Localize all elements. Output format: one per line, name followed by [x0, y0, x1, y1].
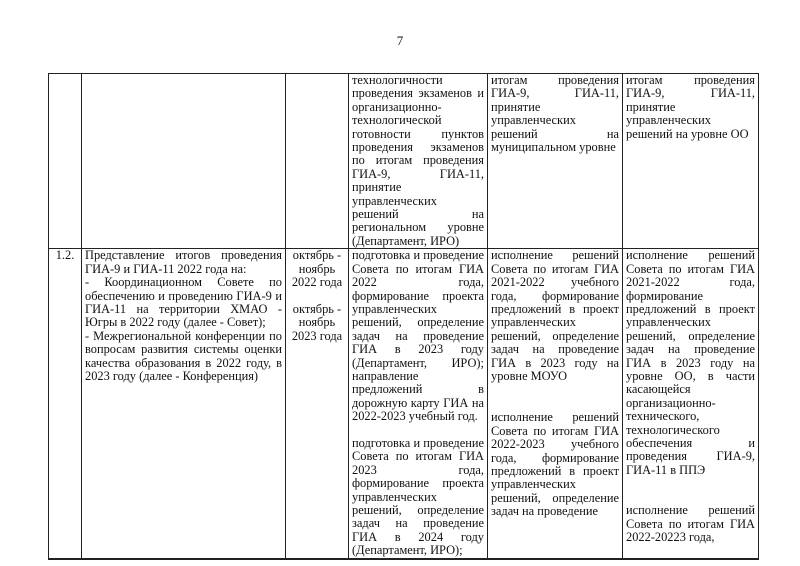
table-row	[49, 249, 759, 559]
cell-num	[49, 74, 82, 249]
cell-regional: подготовка и проведение Совета по итогам ГИА 2022 года, формирование проекта управленческих решений, определение задач на проведение ГИА в 2023 году (Департамент, ИРО); направление предложений в дорожную карту ГИА на 2022-2023 учебный год. подготовка и проведение Совета по итогам ГИА 2023 года, формирование проекта управленческих решений, определение задач на проведение ГИА в 2024 году (Департамент, ИРО);	[349, 249, 488, 559]
table-row	[49, 74, 759, 249]
cell-municipal: итогам проведения ГИА-9, ГИА-11, принятие управленческих решений на муниципальном уровне	[488, 74, 623, 249]
cell-dates: октябрь - ноябрь 2022 года октябрь - ноябрь 2023 года	[286, 249, 349, 559]
cell-num: 1.2.	[49, 249, 82, 559]
cell-municipal: исполнение решений Совета по итогам ГИА 2021-2022 учебного года, формирование предложений в проект управленческих решений, определение задач на проведение ГИА в 2023 году на уровне МОУО исполнение решений Совета по итогам ГИА 2022-2023 учебного года, формирование предложений в проект управленческих решений, определение задач на проведение	[488, 249, 623, 559]
cell-dates	[286, 74, 349, 249]
cell-event	[82, 74, 286, 249]
cell-school: исполнение решений Совета по итогам ГИА 2021-2022 года, формирование предложений в проект управленческих решений, определение задач на проведение ГИА в 2023 году на уровне ОО, в части касающейся организационно-технического, технологического обеспечения и проведения ГИА-9, ГИА-11 в ППЭ исполнение решений Совета по итогам ГИА 2022-20223 года,	[623, 249, 759, 559]
plan-table	[48, 73, 759, 560]
cell-school: итогам проведения ГИА-9, ГИА-11, принятие управленческих решений на уровне ОО	[623, 74, 759, 249]
cell-regional: технологичности проведения экзаменов и организационно-технологической готовности пунктов проведения экзаменов по итогам проведения ГИА-9, ГИА-11, принятие управленческих решений на региональном уровне (Департамент, ИРО)	[349, 74, 488, 249]
cell-event: Представление итогов проведения ГИА-9 и ГИА-11 2022 года на: - Координационном Совете по обеспечению и проведению ГИА-9 и ГИА-11 на территории ХМАО - Югры в 2022 году (далее - Совет); - Межрегиональной конференции по вопросам развития системы оценки качества образования в 2022 году, в 2023 году (далее - Конференция)	[82, 249, 286, 559]
page-number: 7	[396, 33, 404, 48]
